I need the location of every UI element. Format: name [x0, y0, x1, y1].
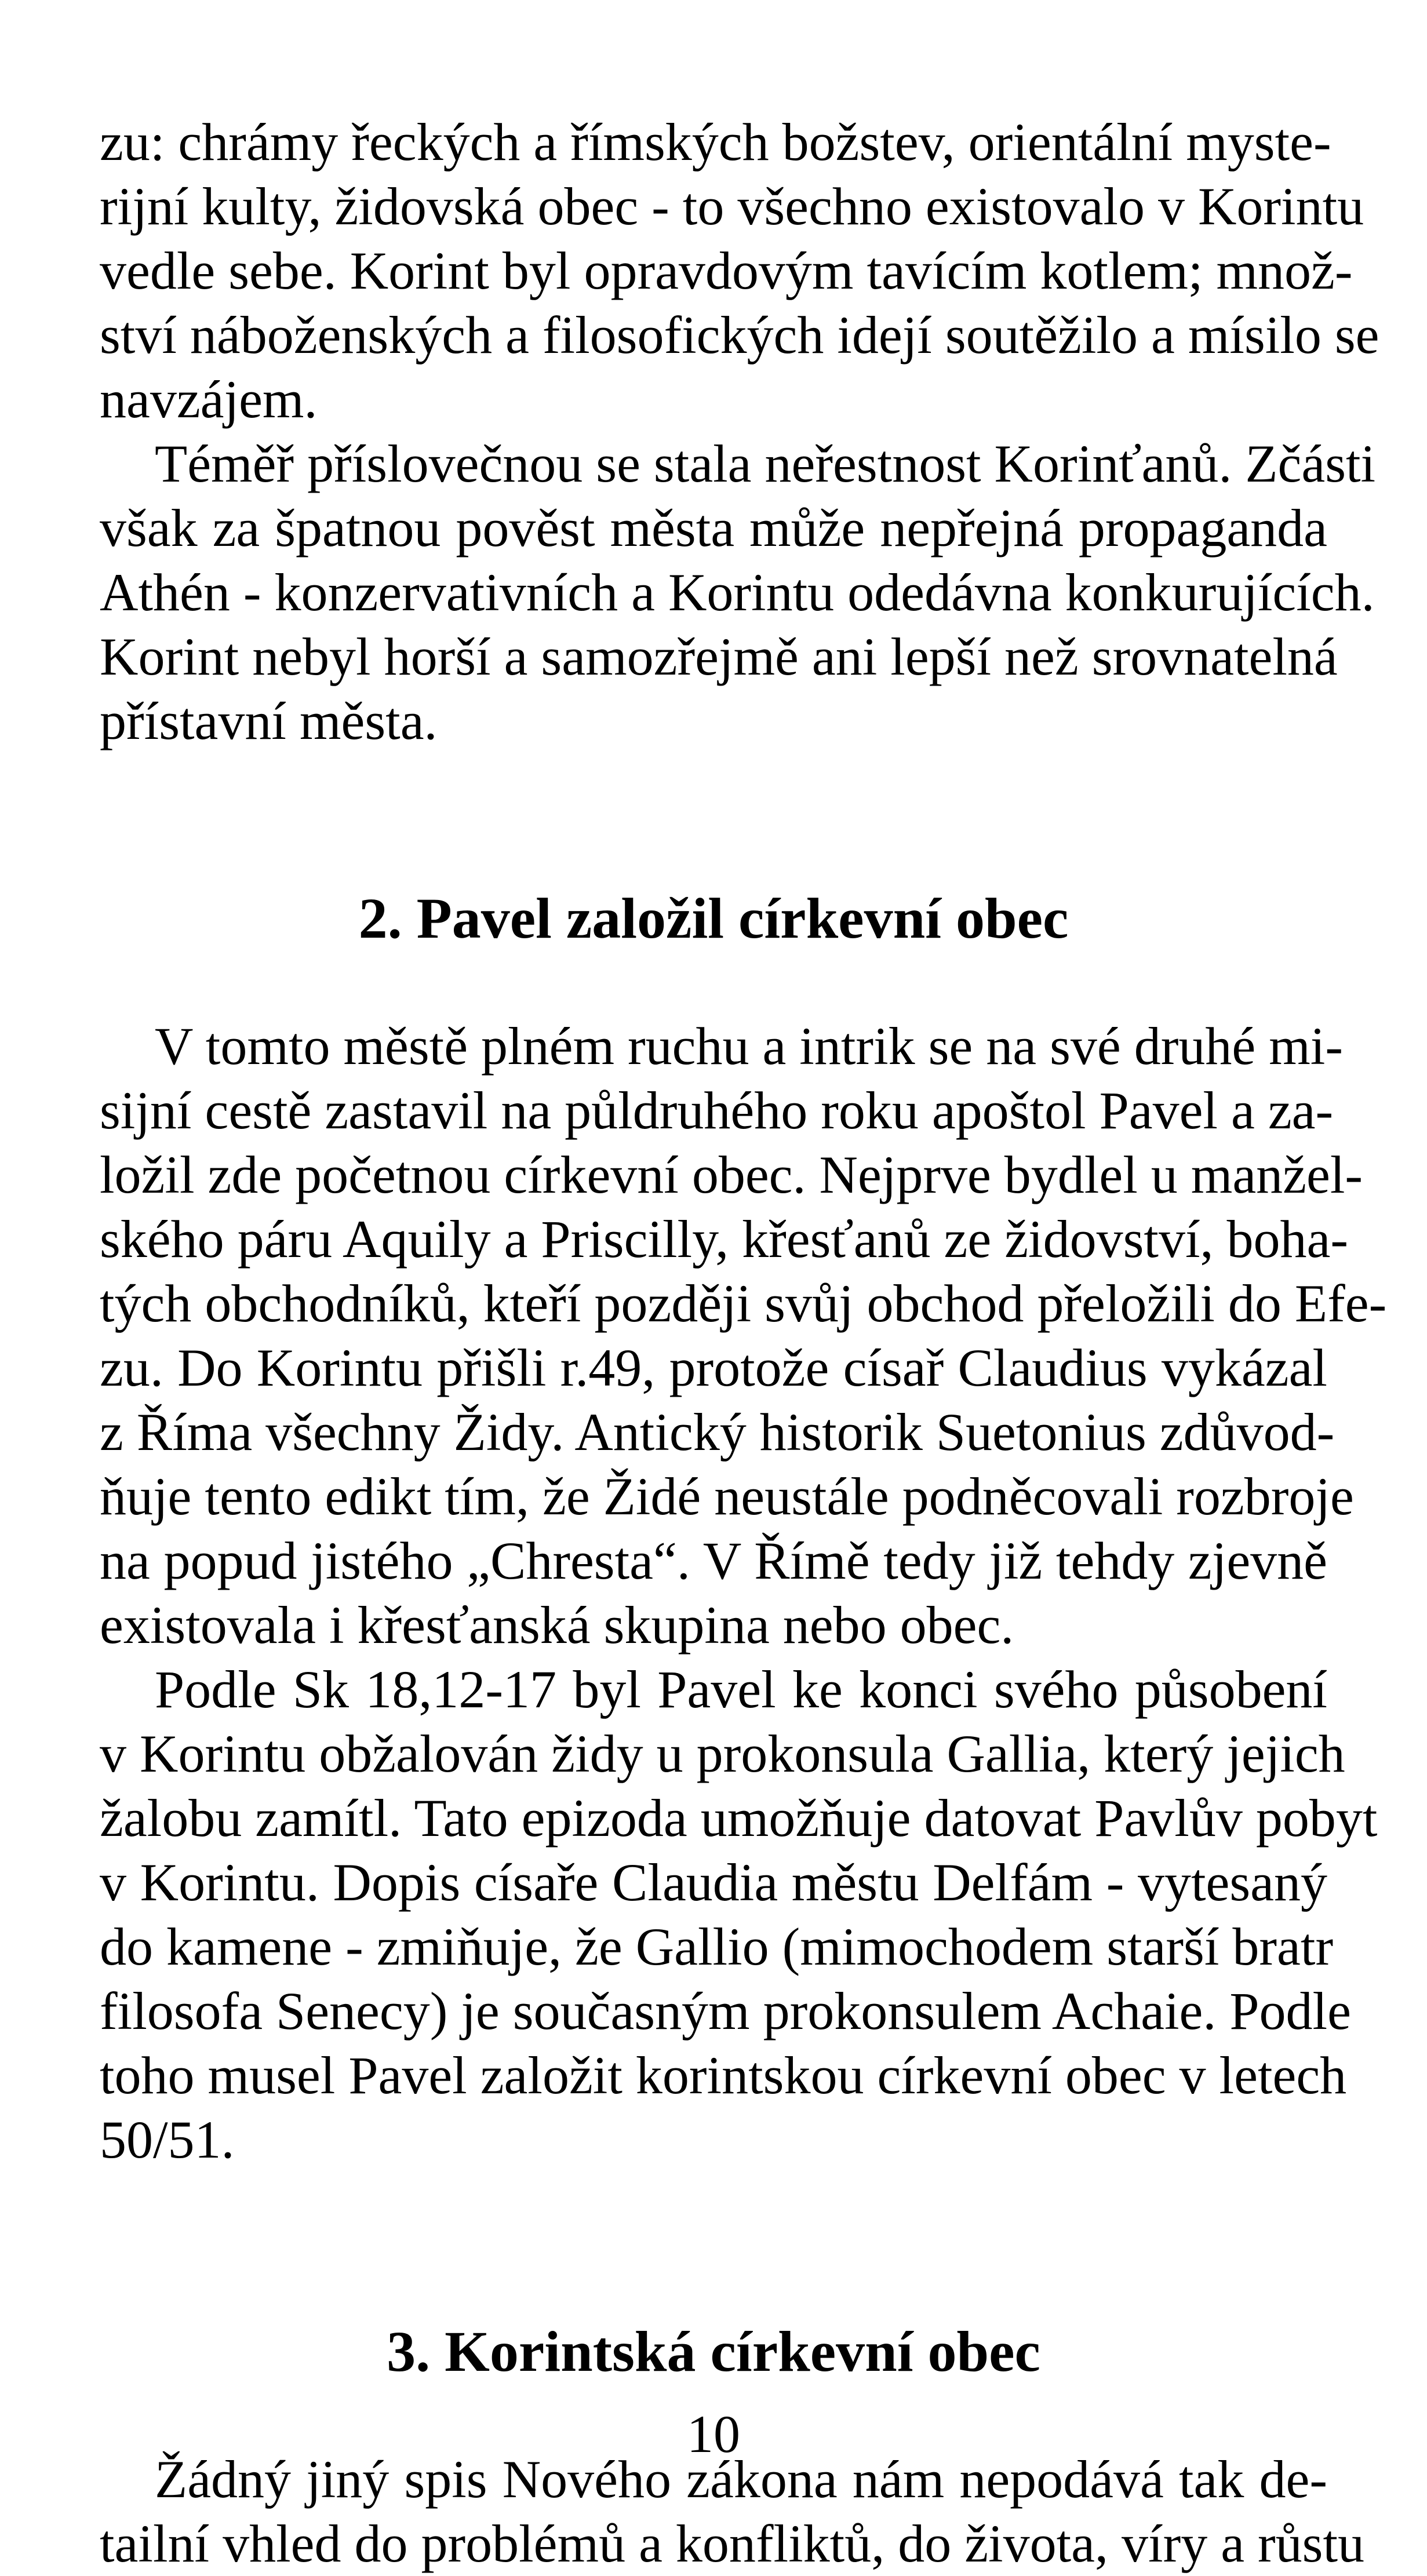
text-line: V tomto městě plném ruchu a intrik se na své druhé mi- — [155, 1016, 1343, 1076]
intro-paragraph-2 — [100, 432, 1376, 753]
text-line: Žádný jiný spis Nového zákona nám nepodává tak de- — [155, 2450, 1327, 2509]
section-heading-2: 2. Pavel založil církevní obec — [358, 886, 1069, 950]
text-line: Korint nebyl horší a samozřejmě ani lepší než srovnatelná — [100, 627, 1338, 686]
text-line: tých obchodníků, kteří později svůj obchod přeložili do Efe- — [100, 1274, 1387, 1333]
text-line: Athén - konzervativních a Korintu odedávna konkurujících. — [100, 563, 1375, 622]
text-line: 50/51. — [100, 2110, 235, 2169]
text-line: zu: chrámy řeckých a římských božstev, orientální myste- — [100, 112, 1331, 172]
text-line: z Říma všechny Židy. Antický historik Suetonius zdůvod- — [100, 1402, 1335, 1462]
text-line: navzájem. — [100, 370, 318, 429]
text-line: filosofa Senecy) je současným prokonsulem Achaie. Podle — [100, 1981, 1351, 2041]
text-line: v Korintu obžalován židy u prokonsula Gallia, který jejich — [100, 1724, 1345, 1783]
text-line: na popud jistého „Chresta“. V Římě tedy již tehdy zjevně — [100, 1531, 1327, 1590]
section3-paragraph-1 — [100, 2447, 1365, 2576]
text-line: ňuje tento edikt tím, že Židé neustále podněcovali rozbroje — [100, 1467, 1354, 1526]
text-line: sijní cestě zastavil na půldruhého roku apoštol Pavel a za- — [100, 1081, 1334, 1140]
text-line: do kamene - zmiňuje, že Gallio (mimochodem starší bratr — [100, 1917, 1334, 1976]
page-number: 10 — [687, 2404, 740, 2464]
text-line: v Korintu. Dopis císaře Claudia městu Delfám - vytesaný — [100, 1853, 1327, 1912]
text-line: rijní kulty, židovská obec - to všechno existovalo v Korintu — [100, 177, 1364, 236]
text-line: ského páru Aquily a Priscilly, křesťanů ze židovství, boha- — [100, 1209, 1349, 1269]
text-line: však za špatnou pověst města může nepřejná propaganda — [100, 498, 1327, 558]
text-line: vedle sebe. Korint byl opravdovým tavícím kotlem; množ- — [100, 241, 1353, 300]
section2-paragraph-2 — [100, 1657, 1378, 2172]
page-body — [100, 110, 1387, 2576]
text-line: přístavní města. — [100, 691, 438, 750]
section2-paragraph-1 — [100, 1014, 1387, 1657]
text-line: Téměř příslovečnou se stala neřestnost Korinťanů. Zčásti — [155, 434, 1376, 493]
text-line: ství náboženských a filosofických idejí soutěžilo a mísilo se — [100, 305, 1379, 365]
text-line: Podle Sk 18,12-17 byl Pavel ke konci svého působení — [155, 1660, 1327, 1719]
text-line: ložil zde početnou církevní obec. Nejprve bydlel u manžel- — [100, 1145, 1363, 1204]
text-line: žalobu zamítl. Tato epizoda umožňuje datovat Pavlův pobyt — [100, 1788, 1378, 1848]
text-line: existovala i křesťanská skupina nebo obec. — [100, 1595, 1014, 1655]
intro-paragraph-1 — [100, 110, 1379, 432]
section-heading-3: 3. Korintská církevní obec — [387, 2319, 1040, 2384]
text-line: toho musel Pavel založit korintskou církevní obec v letech — [100, 2046, 1347, 2105]
text-line: zu. Do Korintu přišli r.49, protože císař Claudius vykázal — [100, 1338, 1327, 1397]
text-line: tailní vhled do problémů a konfliktů, do života, víry a růstu — [100, 2514, 1365, 2573]
